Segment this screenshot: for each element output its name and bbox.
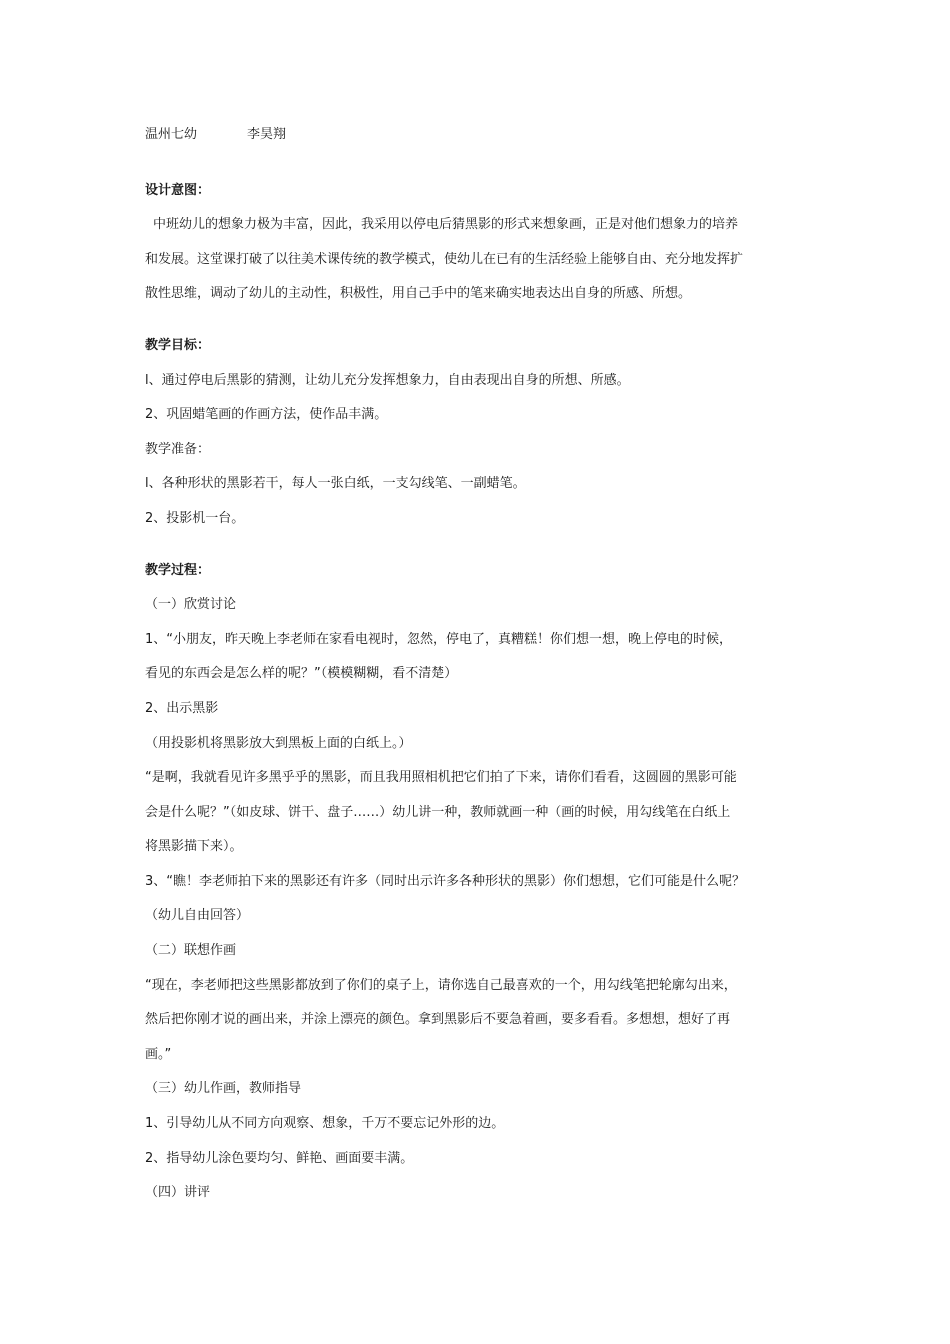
preparation-item: 2、投影机一台。 [145, 510, 245, 526]
process-heading: 教学过程： [145, 562, 211, 578]
process-line: （幼儿自由回答） [145, 908, 250, 924]
process-line: 1、引导幼儿从不同方向观察、想象，千万不要忘记外形的边。 [145, 1116, 505, 1132]
process-line: 2、指导幼儿涂色要均匀、鲜艳、画面要丰满。 [145, 1150, 414, 1166]
process-line: “现在，李老师把这些黑影都放到了你们的桌子上，请你选自己最喜欢的一个，用勾线笔把轮廓勾出来， [145, 977, 737, 993]
goal-item: 2、巩固蜡笔画的作画方法，使作品丰满。 [145, 407, 388, 423]
preparation-item: l、各种形状的黑影若干，每人一张白纸，一支勾线笔、一副蜡笔。 [145, 476, 526, 492]
document-page [145, 118, 815, 1211]
process-line: （三）幼儿作画，教师指导 [145, 1081, 302, 1097]
school-name: 温州七幼 [145, 127, 198, 142]
process-line: 看见的东西会是怎么样的呢？”（模模糊糊，看不清楚） [145, 666, 458, 682]
process-line: 2、出示黑影 [145, 700, 219, 716]
author-name: 李昊翔 [247, 127, 287, 142]
design-intent-line: 散性思维，调动了幼儿的主动性，积极性，用自己手中的笔来确实地表达出自身的所感、所想。 [145, 286, 692, 302]
process-line: （用投影机将黑影放大到黑板上面的白纸上。） [145, 735, 412, 751]
process-line: 1、“小朋友，昨天晚上李老师在家看电视时，忽然，停电了，真糟糕！你们想一想，晚上停电的时候， [145, 631, 733, 647]
process-line: 画。” [145, 1046, 172, 1062]
process-line: （二）联想作画 [145, 943, 237, 959]
process-line: “是啊，我就看见许多黑乎乎的黑影，而且我用照相机把它们拍了下来，请你们看看，这圆圆的黑影可能 [145, 770, 737, 786]
design-intent-line: 中班幼儿的想象力极为丰富，因此，我采用以停电后猜黑影的形式来想象画，正是对他们想象力的培养 [153, 217, 739, 233]
goal-item: l、通过停电后黑影的猜测，让幼儿充分发挥想象力，自由表现出自身的所想、所感。 [145, 372, 630, 388]
process-line: 3、“瞧！李老师拍下来的黑影还有许多（同时出示许多各种形状的黑影）你们想想，它们可能是什么呢？ [145, 873, 746, 889]
process-line: （四）讲评 [145, 1185, 211, 1201]
process-line: 将黑影描下来）。 [145, 839, 243, 855]
preparation-heading: 教学准备： [145, 441, 211, 457]
process-line: 会是什么呢？”（如皮球、饼干、盘子……）幼儿讲一种，教师就画一种（画的时候，用勾线笔在白纸上 [145, 804, 731, 820]
goals-heading: 教学目标： [145, 337, 211, 353]
header-line [145, 118, 815, 153]
design-intent-line: 和发展。这堂课打破了以往美术课传统的教学模式，使幼儿在已有的生活经验上能够自由、充分地发挥扩 [145, 251, 744, 267]
process-line: （一）欣赏讨论 [145, 597, 237, 613]
design-intent-heading: 设计意图： [145, 182, 211, 198]
process-line: 然后把你刚才说的画出来，并涂上漂亮的颜色。拿到黑影后不要急着画，要多看看。多想想，想好了再 [145, 1012, 731, 1028]
